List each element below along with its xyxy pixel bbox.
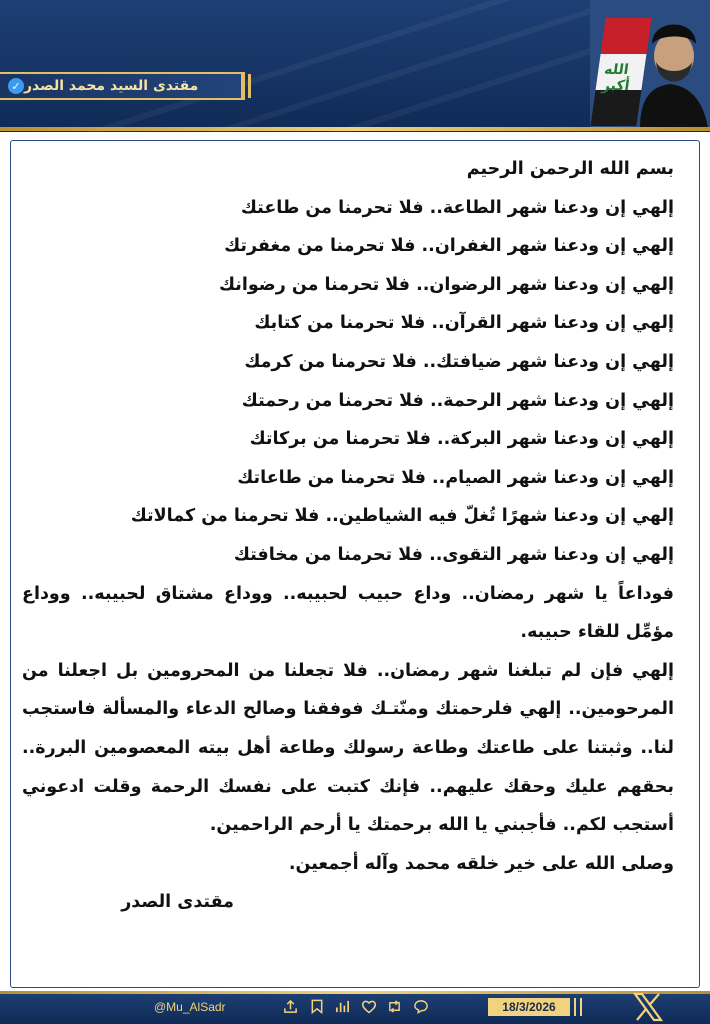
basmala: بسم الله الرحمن الرحيم (466, 159, 674, 179)
closing-line: وصلى الله على خير خلقه محمد وآله أجمعين. (288, 853, 674, 874)
supplication-line: إلهي إن ودعنا شهر الغفران.. فلا تحرمنا من مغفرتك (224, 236, 674, 257)
share-icon[interactable] (282, 998, 299, 1015)
bookmark-icon[interactable] (308, 998, 325, 1015)
banner-accent (248, 74, 251, 98)
supplication-line: إلهي إن ودعنا شهر الرحمة.. فلا تحرمنا من رحمتك (241, 390, 674, 411)
supplication-line: إلهي إن ودعنا شهر ضيافتك.. فلا تحرمنا من كرمك (244, 351, 674, 372)
name-banner (0, 72, 245, 100)
header (0, 0, 710, 132)
retweet-icon[interactable] (386, 998, 403, 1015)
supplication-line: إلهي إن ودعنا شهر الرضوان.. فلا تحرمنا من رضوانك (218, 274, 674, 295)
account-handle[interactable]: @Mu_AlSadr (154, 1000, 226, 1014)
verified-badge-icon: ✓ (8, 78, 24, 94)
tweet-actions (282, 998, 429, 1015)
statement-body (22, 150, 674, 922)
profile-photo (590, 0, 710, 128)
supplication-line: إلهي إن ودعنا شهر الصيام.. فلا تحرمنا من طاعاتك (237, 467, 674, 488)
farewell-paragraph: فوداعاً يا شهر رمضان.. وداع حبيب لحبيبه.. ووداع مشتاق لحبيبه.. ووداع مؤمِّل للقاء حبيبه. (22, 583, 674, 643)
flag-text: الله أكبر (600, 62, 631, 94)
reply-comment-icon[interactable] (412, 998, 429, 1015)
account-name: مقتدى السيد محمد الصدر (24, 78, 199, 94)
supplication-line: إلهي إن ودعنا شهر البركة.. فلا تحرمنا من بركاتك (249, 429, 674, 450)
views-chart-icon[interactable] (334, 998, 351, 1015)
x-logo-icon[interactable] (632, 992, 664, 1022)
supplication-line: إلهي إن ودعنا شهرًا تُغلّ فيه الشياطين.. فلا تحرمنا من كمالاتك (130, 506, 674, 527)
signature: مقتدى الصدر (121, 892, 234, 913)
supplication-line: إلهي إن ودعنا شهر الطاعة.. فلا تحرمنا من طاعتك (240, 197, 674, 218)
supplication-line: إلهي إن ودعنا شهر القرآن.. فلا تحرمنا من كتابك (254, 313, 674, 334)
supplication-line: إلهي إن ودعنا شهر التقوى.. فلا تحرمنا من مخافتك (233, 544, 674, 565)
person-portrait-icon (630, 4, 710, 128)
date-accent (574, 998, 582, 1016)
like-heart-icon[interactable] (360, 998, 377, 1015)
post-date: 18/3/2026 (488, 998, 570, 1016)
header-divider (0, 127, 710, 131)
prayer-paragraph: إلهي فإن لم تبلغنا شهر رمضان.. فلا تجعلنا من المحرومين بل اجعلنا من المرحومين.. إلهي فلرحمتك ومنّتـك فوفقنا وصالح الدعاء والمسألة فاستجب لنا.. وثبتنا على طاعتك وطاعة رسولك وطاعة أهل بيته المعصومين البررة.. بحقهم عليك وحقك عليهم.. فإنك كتبت على نفسك الرحمة وقلت ادعوني أستجب لكم.. فأجبني يا الله برحمتك يا أرحم الراحمين. (22, 660, 674, 836)
